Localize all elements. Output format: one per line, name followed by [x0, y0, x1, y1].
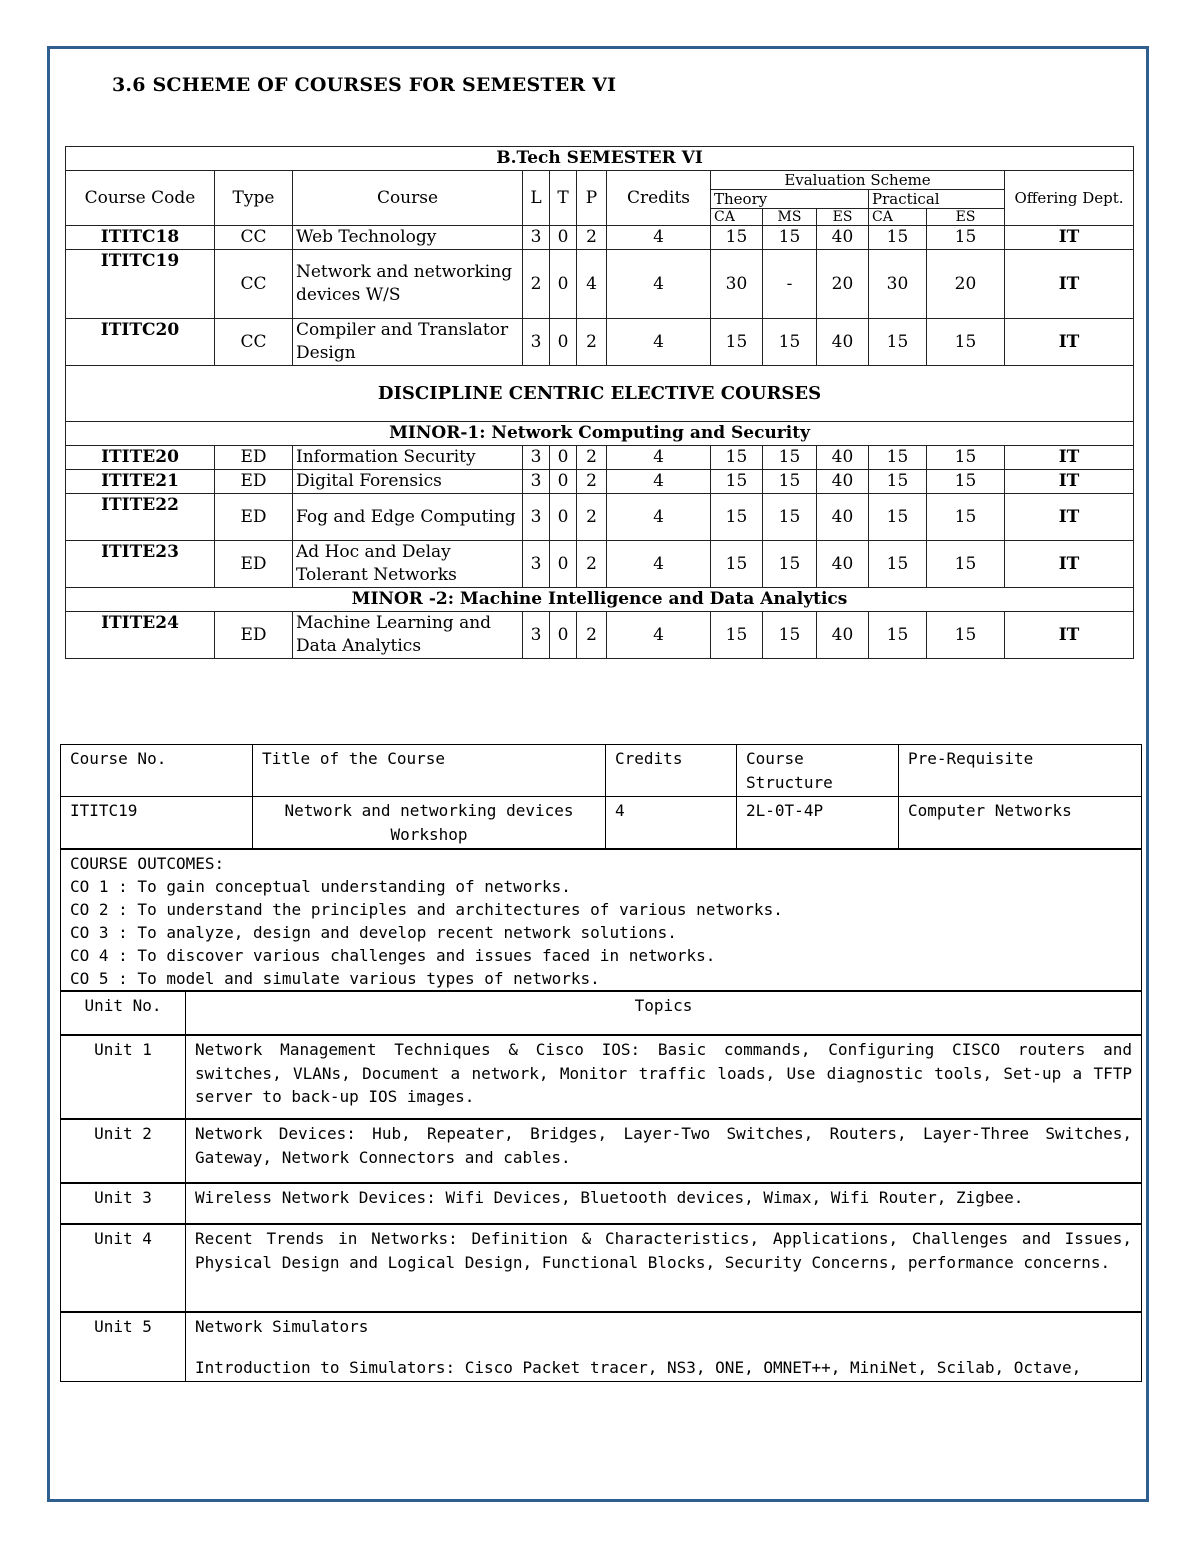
core-course-rows — [66, 226, 1134, 366]
practical-ca: 30 — [869, 250, 927, 319]
course-name: Fog and Edge Computing — [293, 494, 523, 541]
course-row — [66, 319, 1134, 366]
practical-ca: 15 — [869, 470, 927, 494]
unit-label: Unit 5 — [61, 1312, 186, 1382]
tutorial-hours: 0 — [550, 541, 577, 588]
practical-es: 15 — [927, 470, 1005, 494]
col-theory-ca: CA — [711, 209, 763, 226]
theory-ms: 15 — [763, 319, 817, 366]
theory-ms: 15 — [763, 470, 817, 494]
course-type: ED — [215, 470, 293, 494]
credits: 4 — [607, 470, 711, 494]
col-l: L — [523, 171, 550, 226]
col-offering-dept: Offering Dept. — [1005, 171, 1134, 226]
tutorial-hours: 0 — [550, 470, 577, 494]
theory-es: 40 — [817, 541, 869, 588]
unit-topics-detail: Introduction to Simulators: Cisco Packet tracer, NS3, ONE, OMNET++, MiniNet, Scilab, Octave, — [195, 1357, 1082, 1377]
credits: 4 — [607, 226, 711, 250]
offering-dept: IT — [1005, 250, 1134, 319]
practical-ca: 15 — [869, 494, 927, 541]
practical-hours: 2 — [577, 494, 607, 541]
unit-no-header: Unit No. — [61, 991, 186, 1035]
unit-topics: Wireless Network Devices: Wifi Devices, Bluetooth devices, Wimax, Wifi Router, Zigbee. — [186, 1183, 1142, 1224]
offering-dept: IT — [1005, 319, 1134, 366]
outcome-item: CO 2 : To understand the principles and architectures of various networks. — [70, 900, 783, 919]
unit-topics: Network Management Techniques & Cisco IOS: Basic commands, Configuring CISCO routers and switches, VLANs, Document a network, Monitor traffic loads, Use diagnostic tools, Set-up a TFTP server to back-up IOS images. — [186, 1035, 1142, 1119]
course-row — [66, 250, 1134, 319]
outcome-item: CO 4 : To discover various challenges and issues faced in networks. — [70, 946, 716, 965]
theory-es: 40 — [817, 470, 869, 494]
credits: 4 — [607, 446, 711, 470]
practical-hours: 4 — [577, 250, 607, 319]
outcomes-title: COURSE OUTCOMES: — [70, 854, 225, 873]
course-row — [66, 612, 1134, 659]
offering-dept: IT — [1005, 541, 1134, 588]
credits: 4 — [607, 250, 711, 319]
col-course: Course — [293, 171, 523, 226]
lecture-hours: 3 — [523, 612, 550, 659]
course-type: ED — [215, 446, 293, 470]
col-practical-es: ES — [927, 209, 1005, 226]
lecture-hours: 3 — [523, 541, 550, 588]
theory-es: 40 — [817, 494, 869, 541]
practical-hours: 2 — [577, 319, 607, 366]
course-structure-header: Course Structure — [737, 745, 899, 797]
minor2-course-rows — [66, 612, 1134, 659]
tutorial-hours: 0 — [550, 612, 577, 659]
unit-label: Unit 3 — [61, 1183, 186, 1224]
practical-hours: 2 — [577, 612, 607, 659]
lecture-hours: 2 — [523, 250, 550, 319]
credits: 4 — [607, 319, 711, 366]
practical-hours: 2 — [577, 446, 607, 470]
course-type: CC — [215, 226, 293, 250]
topics-header: Topics — [186, 991, 1142, 1035]
theory-ca: 15 — [711, 226, 763, 250]
theory-ca: 15 — [711, 470, 763, 494]
theory-es: 40 — [817, 612, 869, 659]
course-code: ITITE21 — [66, 470, 215, 494]
course-code: ITITE24 — [66, 612, 215, 659]
col-type: Type — [215, 171, 293, 226]
theory-es: 40 — [817, 226, 869, 250]
practical-ca: 15 — [869, 226, 927, 250]
page-heading: 3.6 SCHEME OF COURSES FOR SEMESTER VI — [112, 74, 617, 96]
unit-label: Unit 2 — [61, 1119, 186, 1183]
credits: 4 — [607, 612, 711, 659]
theory-ca: 30 — [711, 250, 763, 319]
unit-label: Unit 1 — [61, 1035, 186, 1119]
practical-hours: 2 — [577, 541, 607, 588]
tutorial-hours: 0 — [550, 319, 577, 366]
offering-dept: IT — [1005, 494, 1134, 541]
lecture-hours: 3 — [523, 470, 550, 494]
course-code: ITITE22 — [66, 494, 215, 541]
practical-hours: 2 — [577, 470, 607, 494]
course-credits-value: 4 — [606, 797, 737, 850]
course-structure-value: 2L-0T-4P — [737, 797, 899, 850]
course-title-header: Title of the Course — [253, 745, 606, 797]
tutorial-hours: 0 — [550, 226, 577, 250]
tutorial-hours: 0 — [550, 494, 577, 541]
course-name: Compiler and Translator Design — [293, 319, 523, 366]
course-type: CC — [215, 250, 293, 319]
course-type: ED — [215, 541, 293, 588]
course-row — [66, 470, 1134, 494]
credits: 4 — [607, 541, 711, 588]
col-credits: Credits — [607, 171, 711, 226]
unit-topics-title: Network Simulators — [195, 1317, 369, 1336]
course-code: ITITE23 — [66, 541, 215, 588]
lecture-hours: 3 — [523, 494, 550, 541]
practical-es: 15 — [927, 446, 1005, 470]
course-name: Machine Learning and Data Analytics — [293, 612, 523, 659]
theory-ms: 15 — [763, 446, 817, 470]
theory-ms: - — [763, 250, 817, 319]
course-credits-header: Credits — [606, 745, 737, 797]
unit-topics — [186, 1312, 1142, 1382]
tutorial-hours: 0 — [550, 446, 577, 470]
outcome-item: CO 5 : To model and simulate various types of networks. — [70, 969, 600, 988]
practical-ca: 15 — [869, 612, 927, 659]
credits: 4 — [607, 494, 711, 541]
lecture-hours: 3 — [523, 226, 550, 250]
offering-dept: IT — [1005, 612, 1134, 659]
theory-es: 40 — [817, 319, 869, 366]
course-outcomes — [61, 849, 1142, 991]
course-row — [66, 226, 1134, 250]
minor1-heading: MINOR-1: Network Computing and Security — [66, 422, 1134, 446]
practical-es: 15 — [927, 541, 1005, 588]
course-no-header: Course No. — [61, 745, 253, 797]
col-practical: Practical — [869, 190, 1005, 209]
course-no-value: ITITC19 — [61, 797, 253, 850]
discipline-heading: DISCIPLINE CENTRIC ELECTIVE COURSES — [66, 366, 1134, 422]
theory-ms: 15 — [763, 494, 817, 541]
col-p: P — [577, 171, 607, 226]
practical-hours: 2 — [577, 226, 607, 250]
course-type: CC — [215, 319, 293, 366]
theory-ca: 15 — [711, 612, 763, 659]
course-row — [66, 541, 1134, 588]
theory-ms: 15 — [763, 541, 817, 588]
course-row — [66, 446, 1134, 470]
theory-ca: 15 — [711, 319, 763, 366]
course-code: ITITC19 — [66, 250, 215, 319]
course-type: ED — [215, 494, 293, 541]
course-name: Network and networking devices W/S — [293, 250, 523, 319]
theory-ms: 15 — [763, 612, 817, 659]
practical-es: 15 — [927, 319, 1005, 366]
theory-ca: 15 — [711, 541, 763, 588]
course-code: ITITE20 — [66, 446, 215, 470]
outcome-item: CO 1 : To gain conceptual understanding of networks. — [70, 877, 571, 896]
theory-es: 40 — [817, 446, 869, 470]
scheme-title: B.Tech SEMESTER VI — [66, 147, 1134, 171]
theory-ca: 15 — [711, 494, 763, 541]
unit-topics: Recent Trends in Networks: Definition & Characteristics, Applications, Challenges and Issues, Physical Design and Logical Design, Functional Blocks, Security Concerns, performance concerns. — [186, 1224, 1142, 1312]
prerequisite-header: Pre-Requisite — [899, 745, 1142, 797]
lecture-hours: 3 — [523, 446, 550, 470]
offering-dept: IT — [1005, 446, 1134, 470]
offering-dept: IT — [1005, 226, 1134, 250]
outcome-item: CO 3 : To analyze, design and develop recent network solutions. — [70, 923, 677, 942]
course-name: Digital Forensics — [293, 470, 523, 494]
col-evaluation-scheme: Evaluation Scheme — [711, 171, 1005, 190]
practical-es: 15 — [927, 226, 1005, 250]
minor2-heading: MINOR -2: Machine Intelligence and Data Analytics — [66, 588, 1134, 612]
lecture-hours: 3 — [523, 319, 550, 366]
practical-es: 15 — [927, 494, 1005, 541]
course-name: Web Technology — [293, 226, 523, 250]
course-type: ED — [215, 612, 293, 659]
practical-es: 15 — [927, 612, 1005, 659]
col-theory-es: ES — [817, 209, 869, 226]
course-row — [66, 494, 1134, 541]
col-t: T — [550, 171, 577, 226]
minor1-course-rows — [66, 446, 1134, 588]
course-code: ITITC20 — [66, 319, 215, 366]
col-practical-ca: CA — [869, 209, 927, 226]
practical-ca: 15 — [869, 541, 927, 588]
theory-ca: 15 — [711, 446, 763, 470]
prerequisite-value: Computer Networks — [899, 797, 1142, 850]
theory-es: 20 — [817, 250, 869, 319]
practical-es: 20 — [927, 250, 1005, 319]
offering-dept: IT — [1005, 470, 1134, 494]
col-course-code: Course Code — [66, 171, 215, 226]
col-theory-ms: MS — [763, 209, 817, 226]
course-title-value: Network and networking devices Workshop — [253, 797, 606, 850]
tutorial-hours: 0 — [550, 250, 577, 319]
col-theory: Theory — [711, 190, 869, 209]
unit-label: Unit 4 — [61, 1224, 186, 1312]
course-name: Ad Hoc and Delay Tolerant Networks — [293, 541, 523, 588]
theory-ms: 15 — [763, 226, 817, 250]
scheme-table — [65, 146, 1134, 659]
course-name: Information Security — [293, 446, 523, 470]
practical-ca: 15 — [869, 319, 927, 366]
practical-ca: 15 — [869, 446, 927, 470]
course-detail-table — [60, 744, 1142, 1382]
course-code: ITITC18 — [66, 226, 215, 250]
unit-topics: Network Devices: Hub, Repeater, Bridges, Layer-Two Switches, Routers, Layer-Three Switches, Gateway, Network Connectors and cables. — [186, 1119, 1142, 1183]
